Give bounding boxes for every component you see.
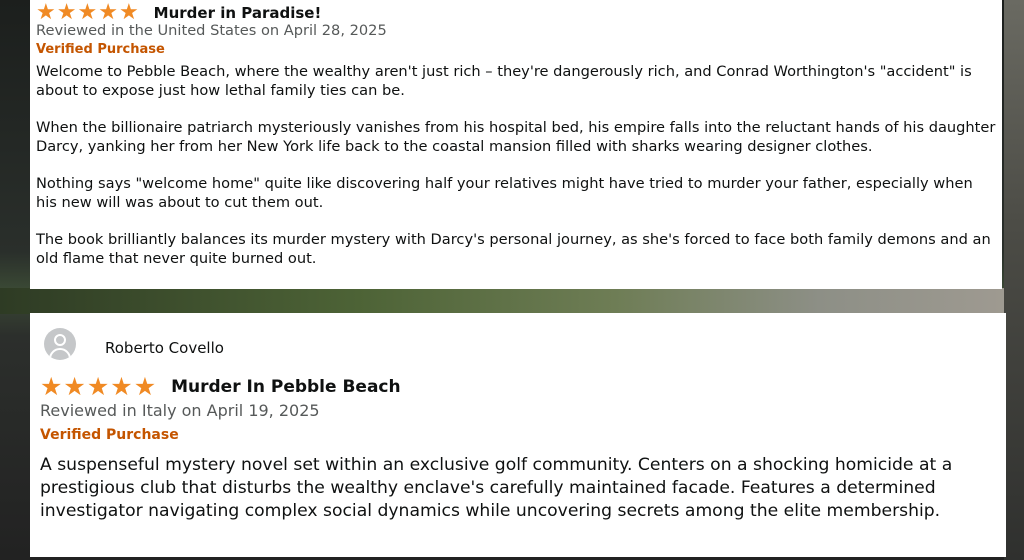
star-icon: ★ [40,372,63,401]
star-icon: ★ [133,372,157,401]
reviewer-name[interactable]: Roberto Covello [105,339,224,357]
star-rating [40,374,157,399]
star-icon: ★ [56,0,77,25]
verified-purchase-badge: Verified Purchase [40,427,179,443]
user-avatar-icon [44,328,76,360]
review-title[interactable]: Murder in Paradise! [153,4,322,22]
review-title[interactable]: Murder In Pebble Beach [171,376,401,397]
star-icon: ★ [77,0,98,25]
review-header [36,2,321,24]
star-icon: ★ [98,0,118,25]
review-paragraph: When the billionaire patriarch mysteriously vanishes from his hospital bed, his empire falls into the reluctant hands of his daughter Darcy, yanking her from her New York life back to the coastal mansion filled with sharks wearing designer clothes. [36,119,996,155]
background-edge [1004,0,1024,560]
review-header [40,374,401,399]
star-icon: ★ [110,372,133,401]
avatar-shoulders [49,348,71,360]
review-paragraph: A suspenseful mystery novel set within an exclusive golf community. Centers on a shocking homicide at a prestigious club that disturbs the wealthy enclave's carefully maintained facade. Features a determined investigator navigating complex social dynamics while uncovering secrets among the elite membership. [40,455,953,521]
verified-purchase-badge: Verified Purchase [36,42,165,57]
star-icon: ★ [36,0,56,25]
review-meta: Reviewed in the United States on April 28, 2025 [36,22,387,39]
star-icon: ★ [86,372,110,401]
review-card [30,313,1006,557]
star-icon: ★ [63,372,86,401]
background-golf-course [0,288,1024,314]
star-icon: ★ [118,0,139,25]
review-body [40,454,1006,523]
review-paragraph: Welcome to Pebble Beach, where the wealthy aren't just rich – they're dangerously rich, and Conrad Worthington's "accident" is about to expose just how lethal family ties can be. [36,63,972,99]
review-paragraph: The book brilliantly balances its murder mystery with Darcy's personal journey, as she's forced to face both family demons and an old flame that never quite burned out. [36,231,991,267]
star-rating [36,2,140,24]
review-paragraph: Nothing says "welcome home" quite like discovering half your relatives might have tried to murder your father, especially when his new will was about to cut them out. [36,175,973,211]
review-card [30,0,1002,289]
avatar-head [54,334,66,346]
review-meta: Reviewed in Italy on April 19, 2025 [40,401,320,420]
review-body [36,62,996,286]
